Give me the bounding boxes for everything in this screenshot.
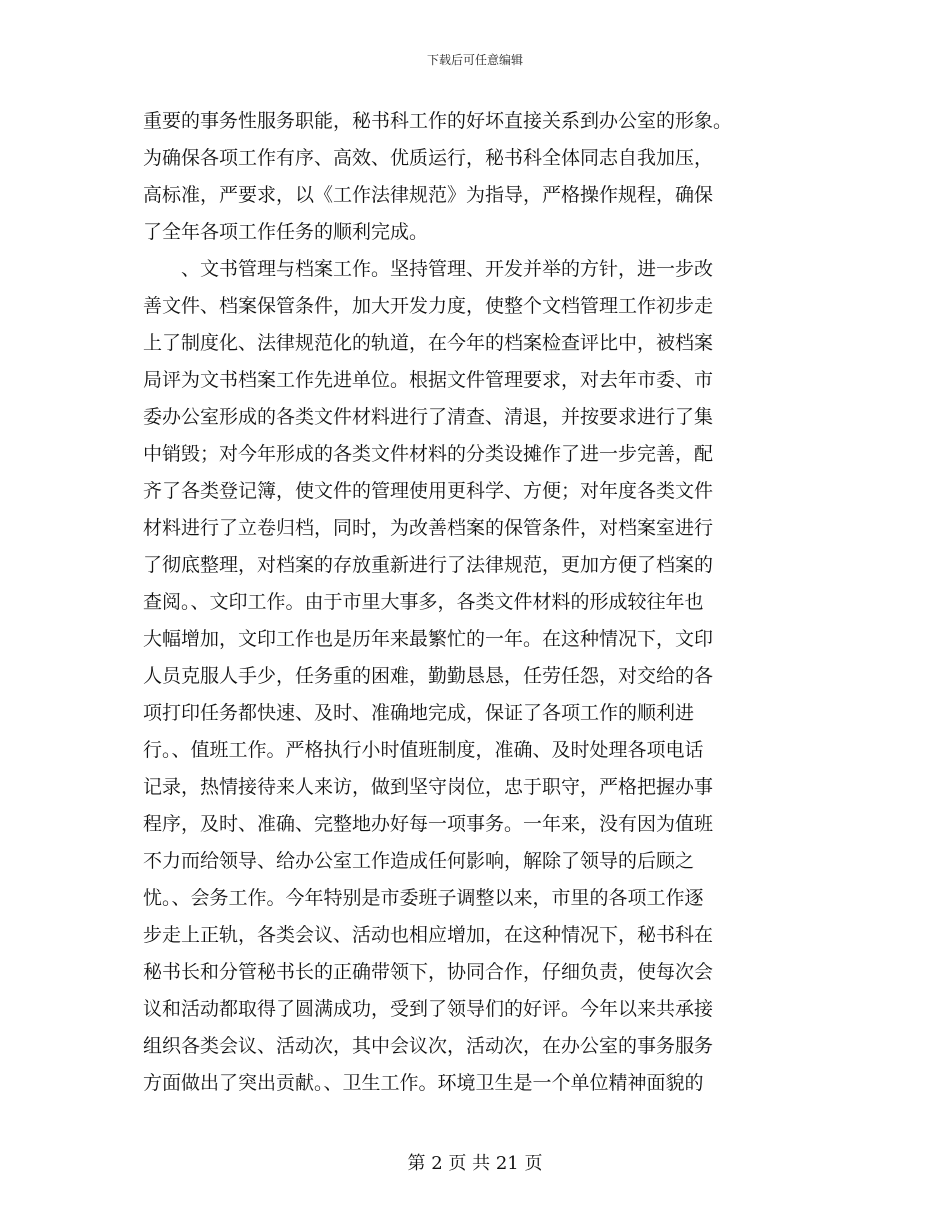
text-line: 委办公室形成的各类文件材料进行了清查、清退，并按要求进行了集: [143, 406, 714, 428]
text-line: 方面做出了突出贡献。、卫生工作。环境卫生是一个单位精神面貌的: [143, 1072, 704, 1094]
text-line: 人员克服人手少，任务重的困难，勤勤恳恳，任劳任怨，对交给的各: [143, 665, 714, 687]
text-line: 行。、值班工作。严格执行小时值班制度，准确、及时处理各项电话: [143, 739, 704, 761]
text-line: 组织各类会议、活动次，其中会议次，活动次，在办公室的事务服务: [143, 1035, 714, 1057]
text-line: 善文件、档案保管条件，加大开发力度，使整个文档管理工作初步走: [143, 295, 714, 317]
text-line: 、文书管理与档案工作。坚持管理、开发并举的方针，进一步改: [181, 258, 714, 280]
text-line: 不力而给领导、给办公室工作造成任何影响，解除了领导的后顾之: [143, 850, 695, 872]
text-line: 齐了各类登记簿，使文件的管理使用更科学、方便；对年度各类文件: [143, 480, 714, 502]
text-line: 为确保各项工作有序、高效、优质运行，秘书科全体同志自我加压，: [143, 147, 714, 169]
text-line: 高标准，严要求，以《工作法律规范》为指导，严格操作规程，确保: [143, 184, 714, 206]
text-line: 议和活动都取得了圆满成功，受到了领导们的好评。今年以来共承接: [143, 998, 714, 1020]
text-line: 了彻底整理，对档案的存放重新进行了法律规范，更加方便了档案的: [143, 554, 714, 576]
text-line: 项打印任务都快速、及时、准确地完成，保证了各项工作的顺利进: [143, 702, 695, 724]
text-line: 了全年各项工作任务的顺利完成。: [143, 221, 429, 243]
text-line: 记录，热情接待来人来访，做到坚守岗位，忠于职守，严格把握办事: [143, 776, 714, 798]
text-line: 材料进行了立卷归档，同时，为改善档案的保管条件，对档案室进行: [143, 517, 714, 539]
text-line: 重要的事务性服务职能，秘书科工作的好坏直接关系到办公室的形象。: [143, 110, 733, 132]
text-line: 局评为文书档案工作先进单位。根据文件管理要求，对去年市委、市: [143, 369, 714, 391]
text-line: 大幅增加，文印工作也是历年来最繁忙的一年。在这种情况下，文印: [143, 628, 714, 650]
text-line: 程序，及时、准确、完整地办好每一项事务。一年来，没有因为值班: [143, 813, 714, 835]
page-number-footer: 第 2 页 共 21 页: [407, 1153, 543, 1174]
text-line: 中销毁；对今年形成的各类文件材料的分类设摊作了进一步完善，配: [143, 443, 714, 465]
page-header-note: 下载后可任意编辑: [426, 53, 523, 67]
text-line: 忧。、会务工作。今年特别是市委班子调整以来，市里的各项工作逐: [143, 887, 704, 909]
text-line: 秘书长和分管秘书长的正确带领下，协同合作，仔细负责，使每次会: [143, 961, 714, 983]
text-line: 上了制度化、法律规范化的轨道，在今年的档案检查评比中，被档案: [143, 332, 714, 354]
document-body: [143, 103, 803, 1102]
text-line: 步走上正轨，各类会议、活动也相应增加，在这种情况下，秘书科在: [143, 924, 714, 946]
text-line: 查阅。、文印工作。由于市里大事多，各类文件材料的形成较往年也: [143, 591, 704, 613]
